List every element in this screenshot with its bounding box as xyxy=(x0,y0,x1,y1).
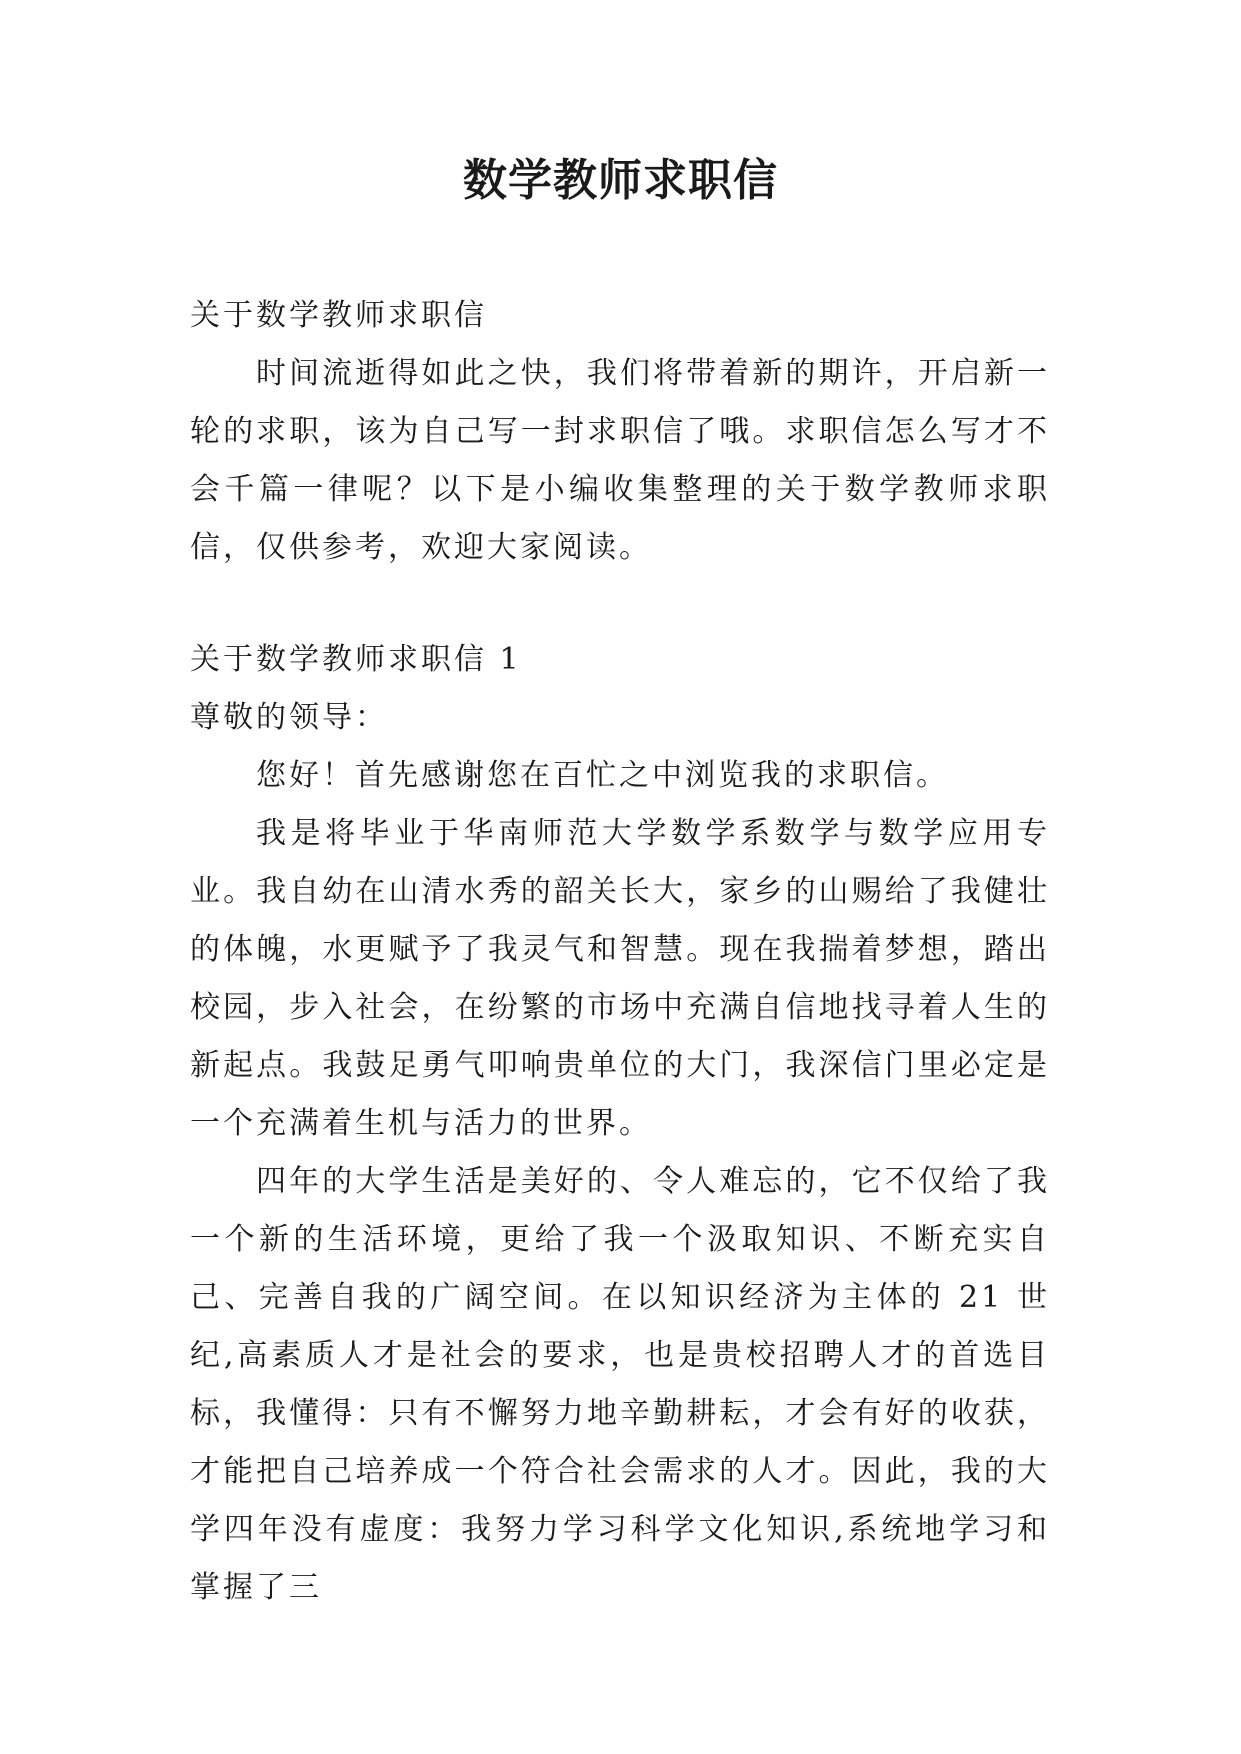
section-spacer xyxy=(190,577,1050,631)
document-title: 数学教师求职信 xyxy=(463,155,778,206)
body-paragraph: 您好！首先感谢您在百忙之中浏览我的求职信。 xyxy=(256,758,949,793)
section-heading: 关于数学教师求职信 1 xyxy=(190,642,522,677)
salutation: 尊敬的领导： xyxy=(190,700,388,735)
body-paragraph: 四年的大学生活是美好的、令人难忘的，它不仅给了我一个新的生活环境，更给了我一个汲取知识、不断充实自己、完善自我的广阔空间。在以知识经济为主体的 21 世纪,高素质人才是社会的要求，也是贵校招聘人才的首选目标，我懂得：只有不懈努力地辛勤耕耘，才会有好的收获，才能把自己培养成一个符合社会需求的人才。因此，我的大学四年没有虚度：我努力学习科学文化知识,系统地学习和掌握了三 xyxy=(190,1164,1050,1605)
body-paragraph: 我是将毕业于华南师范大学数学系数学与数学应用专业。我自幼在山清水秀的韶关长大，家乡的山赐给了我健壮的体魄，水更赋予了我灵气和智慧。现在我揣着梦想，踏出校园，步入社会，在纷繁的市场中充满自信地找寻着人生的新起点。我鼓足勇气叩响贵单位的大门，我深信门里必定是一个充满着生机与活力的世界。 xyxy=(190,816,1050,1141)
intro-paragraph: 时间流逝得如此之快，我们将带着新的期许，开启新一轮的求职，该为自己写一封求职信了哦。求职信怎么写才不会千篇一律呢？以下是小编收集整理的关于数学教师求职信，仅供参考，欢迎大家阅读。 xyxy=(190,356,1050,565)
document-body xyxy=(190,287,1050,1617)
intro-heading: 关于数学教师求职信 xyxy=(190,298,487,333)
